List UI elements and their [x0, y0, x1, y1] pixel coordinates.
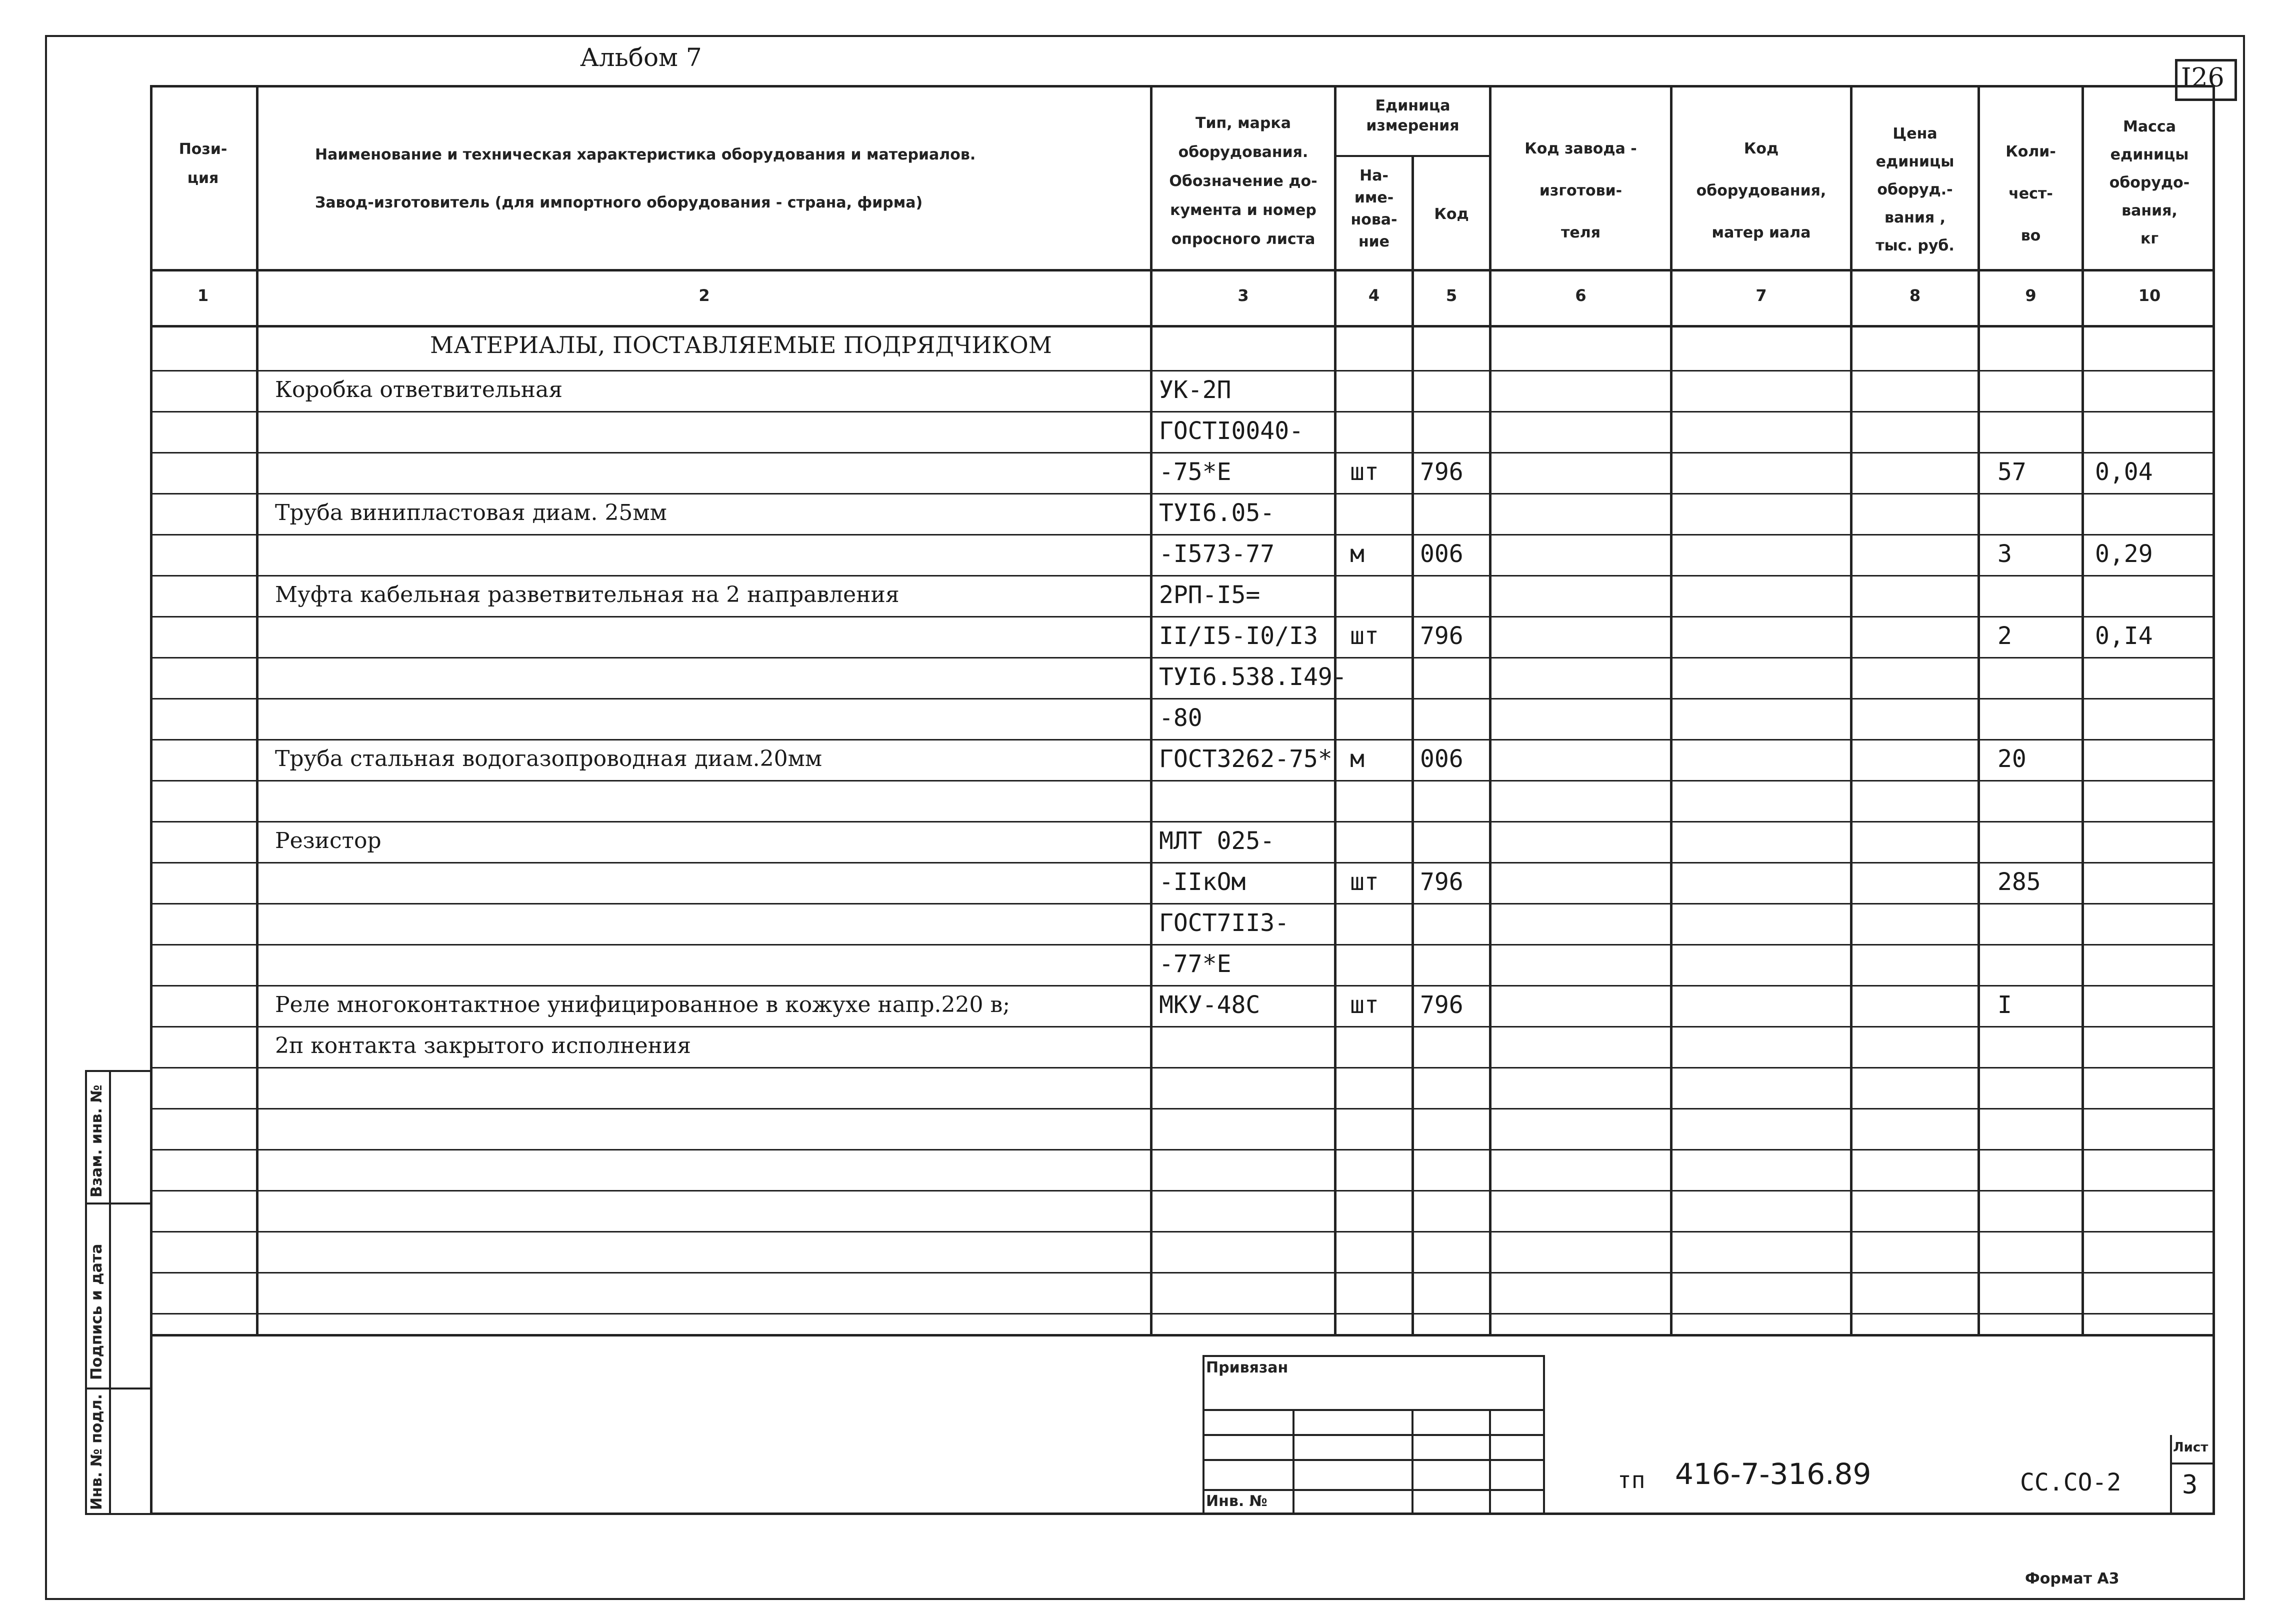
cell-qty: I [1998, 991, 2012, 1019]
colnum-8: 8 [1909, 286, 1921, 305]
header-col5: Код [1434, 206, 1469, 223]
side-label-podpis: Подпись и дата [88, 1244, 106, 1380]
colnum-5: 5 [1446, 286, 1458, 305]
row-line [150, 985, 2215, 986]
colnum-bottom-line [150, 325, 2215, 328]
row-line [150, 452, 2215, 454]
header-col8: Цена единицы оборуд.- вания , тыс. руб. [1876, 125, 1954, 254]
row-line [150, 1272, 2215, 1274]
cell-name: 2п контакта закрытого исполнения [275, 1033, 692, 1058]
row-line [150, 944, 2215, 946]
colnum-3: 3 [1238, 286, 1249, 305]
row-line [150, 821, 2215, 822]
row-line [150, 616, 2215, 618]
side-strip-divider-2 [85, 1388, 152, 1390]
cell-code: 796 [1420, 991, 1464, 1019]
cell-name: Резистор [275, 828, 382, 854]
side-strip-divider-1 [85, 1202, 152, 1204]
row-line [150, 1149, 2215, 1150]
row-line [150, 370, 2215, 372]
cell-name: Труба стальная водогазопроводная диам.20мм [275, 746, 822, 772]
header-col6: Код завода - изготови- теля [1524, 140, 1637, 242]
row-line [150, 575, 2215, 576]
cell-code: 796 [1420, 868, 1464, 896]
cell-unit: шт [1350, 991, 1379, 1019]
cell-type: МКУ-48С [1159, 991, 1260, 1019]
header-col1: Пози- ция [178, 140, 228, 187]
cell-type: 2РП-I5= [1159, 581, 1260, 609]
row-line [150, 780, 2215, 782]
cell-type: МЛТ 025- [1159, 827, 1275, 855]
sheet-label: Лист [2173, 1440, 2208, 1455]
col-line-3 [1334, 85, 1336, 1335]
privyazan-vline-1 [1292, 1409, 1294, 1515]
unit-group-divider [1334, 155, 1492, 157]
cell-unit: м [1350, 540, 1364, 568]
col-line-9 [2082, 85, 2084, 1335]
cell-type: ТУI6.05- [1159, 499, 1275, 527]
privyazan-line-3 [1202, 1459, 1545, 1461]
col-line-6 [1670, 85, 1672, 1335]
privyazan-label: Привязан [1206, 1359, 1288, 1376]
colnum-4: 4 [1368, 286, 1380, 305]
cell-type: УК-2П [1159, 376, 1232, 404]
doc-code: 416-7-316.89 [1675, 1457, 1872, 1491]
cell-name: Муфта кабельная разветвительная на 2 направления [275, 582, 900, 608]
cell-unit: м [1350, 745, 1364, 773]
row-line [150, 1190, 2215, 1192]
row-line [150, 1026, 2215, 1028]
inv-no-label: Инв. № [1206, 1492, 1268, 1510]
cell-type: ТУI6.538.I49- [1159, 663, 1347, 691]
row-line [150, 534, 2215, 536]
cell-name: Коробка ответвительная [275, 377, 563, 402]
cell-qty: 20 [1998, 745, 2026, 773]
sheet-box-mid [2170, 1462, 2215, 1464]
colnum-1: 1 [197, 286, 209, 305]
cell-mass: 0,04 [2095, 458, 2153, 486]
privyazan-line-2 [1202, 1434, 1545, 1436]
cell-qty: 285 [1998, 868, 2041, 896]
sheet-number: 3 [2182, 1470, 2198, 1500]
cell-type: -I573-77 [1159, 540, 1275, 568]
cell-type: II/I5-I0/I3 [1159, 622, 1318, 650]
row-line [150, 903, 2215, 904]
side-label-vzam: Взам. инв. № [88, 1084, 106, 1198]
format-label: Формат А3 [2025, 1570, 2120, 1588]
privyazan-line-1 [1202, 1409, 1545, 1411]
col-line-4 [1412, 155, 1414, 1335]
cell-unit: шт [1350, 458, 1379, 486]
header-col2: Наименование и техническая характеристика оборудования и материалов. Завод-изготовитель (для импортного оборудования - страна, фирма) [315, 146, 976, 212]
cell-unit: шт [1350, 622, 1379, 650]
row-line [150, 411, 2215, 412]
cell-type: -75*Е [1159, 458, 1232, 486]
header-col7: Код оборудования, матер иала [1696, 140, 1826, 242]
row-line [150, 862, 2215, 864]
colnum-10: 10 [2138, 286, 2161, 305]
col-line-5 [1489, 85, 1492, 1335]
privyazan-line-4 [1202, 1489, 1545, 1491]
cell-type: -80 [1159, 704, 1202, 732]
cell-code: 796 [1420, 458, 1464, 486]
col-line-8 [1978, 85, 1980, 1335]
colnum-2: 2 [698, 286, 710, 305]
cell-code: 796 [1420, 622, 1464, 650]
col-line-2 [1150, 85, 1152, 1335]
cell-name: Реле многоконтактное унифицированное в кожухе напр.220 в; [275, 992, 1010, 1018]
row-line [150, 1313, 2215, 1314]
side-strip-divider-v [109, 1070, 111, 1515]
cell-type: ГОСТ7II3- [1159, 909, 1290, 937]
row-line [150, 493, 2215, 494]
header-unit-group: Единица измерения [1366, 97, 1460, 134]
corner-page-number: I26 [2181, 63, 2224, 93]
privyazan-vline-2 [1412, 1409, 1414, 1515]
doc-code-prefix: тп [1618, 1466, 1646, 1494]
cell-mass: 0,29 [2095, 540, 2153, 568]
header-col9: Коли- чест- во [2006, 143, 2056, 244]
cell-qty: 3 [1998, 540, 2012, 568]
cell-qty: 2 [1998, 622, 2012, 650]
colnum-9: 9 [2025, 286, 2036, 305]
row-line [150, 1231, 2215, 1232]
rows-bottom-line [150, 1334, 2215, 1336]
cell-code: 006 [1420, 745, 1464, 773]
cell-unit: шт [1350, 868, 1379, 896]
col-line-1 [256, 85, 258, 1335]
side-label-inv: Инв. № подл. [88, 1394, 106, 1510]
row-line [150, 1108, 2215, 1110]
header-col4: На- име- нова- ние [1350, 167, 1398, 250]
row-line [150, 698, 2215, 700]
cell-type: -IIкОм [1159, 868, 1246, 896]
cell-type: ГОСТ3262-75* [1159, 745, 1332, 773]
section-title: МАТЕРИАЛЫ, ПОСТАВЛЯЕМЫЕ ПОДРЯДЧИКОМ [430, 332, 1052, 358]
col-line-7 [1850, 85, 1852, 1335]
header-col3: Тип, марка оборудования. Обозначение до- кумента и номер опросного листа [1169, 114, 1318, 248]
header-col10: Масса единицы оборудо- вания, кг [2109, 118, 2190, 248]
album-label: Альбом 7 [580, 43, 702, 72]
row-line [150, 1067, 2215, 1068]
cell-mass: 0,I4 [2095, 622, 2153, 650]
cell-type: -77*Е [1159, 950, 1232, 978]
cell-code: 006 [1420, 540, 1464, 568]
colnum-7: 7 [1756, 286, 1767, 305]
sheet-code: СС.СО-2 [2020, 1468, 2122, 1496]
cell-name: Труба винипластовая диам. 25мм [275, 500, 667, 526]
header-bottom-line [150, 269, 2215, 272]
cell-qty: 57 [1998, 458, 2026, 486]
sheet-box-left [2170, 1435, 2172, 1515]
cell-type: ГОСТI0040- [1159, 417, 1304, 445]
privyazan-vline-3 [1489, 1409, 1491, 1515]
row-line [150, 657, 2215, 658]
row-line [150, 739, 2215, 740]
colnum-6: 6 [1575, 286, 1586, 305]
